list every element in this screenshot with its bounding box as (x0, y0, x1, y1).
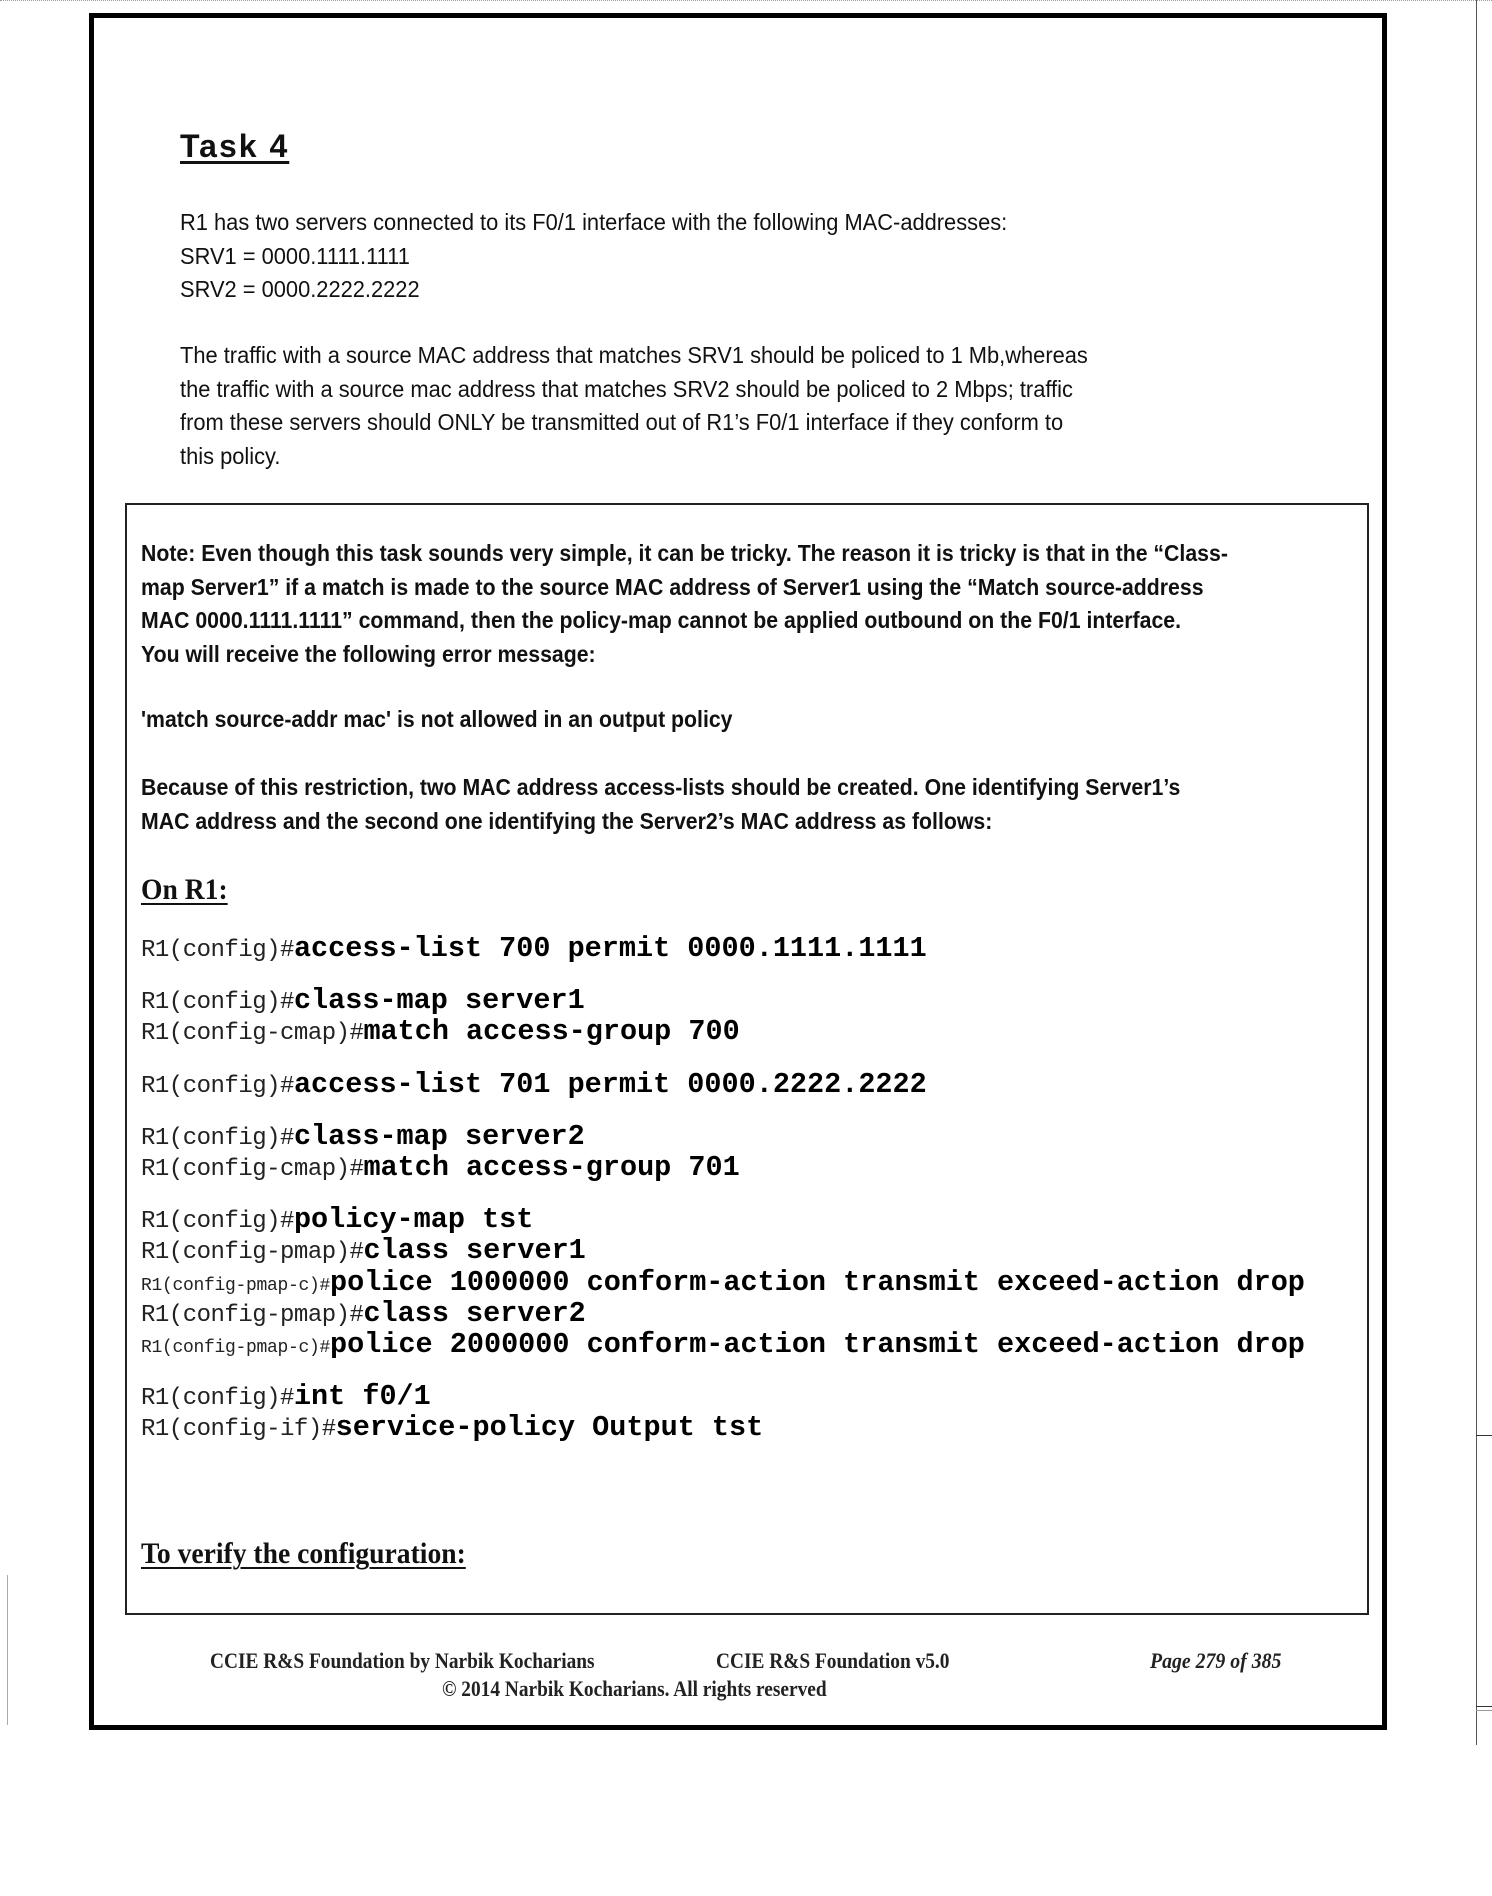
scan-artifact-right-edge (1476, 0, 1477, 1745)
cli-prompt: R1(config)# (141, 937, 294, 964)
note-line: MAC 0000.1111.1111” command, then the policy-map cannot be applied outbound on the F0/1 interface. (141, 607, 1182, 633)
config-line (141, 1016, 1305, 1047)
requirement-line: this policy. (180, 442, 281, 469)
srv1-mac-line: SRV1 = 0000.1111.1111 (180, 242, 410, 269)
scan-artifact-left-edge (7, 1575, 8, 1725)
note-line: Note: Even though this task sounds very simple, it can be tricky. The reason it is tricky is that in the “Class- (141, 540, 1228, 566)
cli-prompt: R1(config)# (141, 1124, 294, 1152)
cli-command: class-map server1 (293, 984, 585, 1018)
srv2-mac-line: SRV2 = 0000.2222.2222 (180, 276, 420, 302)
cli-prompt: R1(config)# (141, 1208, 294, 1236)
note-line: MAC address and the second one identifying the Server2’s MAC address as follows: (141, 807, 993, 834)
config-line (141, 1069, 1305, 1100)
requirement-line: from these servers should ONLY be transmitted out of R1’s F0/1 interface if they conform to (180, 409, 1064, 435)
intro-line: R1 has two servers connected to its F0/1 interface with the following MAC-addresses: (180, 209, 1008, 235)
cli-command: service-policy Output tst (335, 1411, 764, 1445)
cli-prompt: R1(config-if)# (141, 1416, 336, 1444)
cli-prompt: R1(config-pmap)# (141, 1301, 364, 1329)
scan-artifact-tick (1476, 1435, 1492, 1436)
config-line (141, 1267, 1305, 1298)
cli-prompt: R1(config-pmap-c)# (141, 1275, 331, 1296)
cli-command: match access-group 700 (363, 1015, 740, 1049)
verify-heading: To verify the configuration: (141, 1537, 466, 1570)
config-line (141, 1298, 1305, 1329)
config-line (141, 1204, 1305, 1235)
requirement-line: The traffic with a source MAC address that matches SRV1 should be policed to 1 Mb,whereas (180, 342, 1088, 368)
cli-prompt: R1(config-cmap)# (141, 1020, 364, 1048)
cli-command: police 1000000 conform-action transmit exceed-action drop (330, 1265, 1305, 1299)
footer-book-version: CCIE R&S Foundation v5.0 (716, 1648, 950, 1673)
config-line (141, 985, 1305, 1016)
note-line: map Server1” if a match is made to the source MAC address of Server1 using the “Match source-address (141, 573, 1204, 600)
cli-command: access-list 700 permit 0000.1111.1111 (293, 932, 927, 965)
footer-copyright: © 2014 Narbik Kocharians. All rights reserved (442, 1676, 827, 1701)
cli-prompt: R1(config-cmap)# (141, 1155, 364, 1183)
page-number: Page 279 of 385 (1150, 1648, 1282, 1673)
cli-command: class server1 (363, 1234, 586, 1268)
cli-prompt: R1(config)# (141, 1385, 294, 1413)
note-paragraph (141, 771, 1180, 838)
error-message: 'match source-addr mac' is not allowed in an output policy (141, 706, 733, 732)
cli-command: class server2 (363, 1296, 586, 1330)
cli-command: match access-group 701 (363, 1150, 740, 1184)
cli-prompt: R1(config-pmap-c)# (141, 1337, 331, 1358)
scan-artifact-tick (1476, 1710, 1492, 1711)
config-line (141, 1381, 1305, 1412)
cli-prompt: R1(config)# (141, 1072, 294, 1100)
requirement-line: the traffic with a source mac address that matches SRV2 should be policed to 2 Mbps; traffic (180, 375, 1073, 402)
config-line (141, 933, 1305, 964)
code-group-gap (141, 1048, 1305, 1069)
cli-command: policy-map tst (293, 1203, 534, 1237)
task-title: Task 4 (180, 128, 290, 164)
footer-book-author: CCIE R&S Foundation by Narbik Kocharians (210, 1648, 595, 1673)
cli-command: class-map server2 (293, 1119, 585, 1153)
config-line (141, 1329, 1305, 1360)
config-line (141, 1412, 1305, 1443)
cli-prompt: R1(config)# (141, 989, 294, 1017)
config-line (141, 1235, 1305, 1266)
scan-artifact-tick (1476, 1706, 1492, 1707)
cli-prompt: R1(config-pmap)# (141, 1239, 364, 1267)
scan-artifact-top (0, 0, 1492, 3)
solution-note-box (125, 503, 1369, 1615)
code-group-gap (141, 964, 1305, 985)
note-paragraph (141, 537, 1228, 671)
code-group-gap (141, 1100, 1305, 1121)
config-code-block (141, 933, 1305, 1443)
cli-command: police 2000000 conform-action transmit exceed-action drop (330, 1327, 1305, 1361)
task-requirement (180, 339, 1088, 473)
note-line: Because of this restriction, two MAC address access-lists should be created. One identifying Server1’s (141, 774, 1181, 800)
config-line (141, 1152, 1305, 1183)
task-intro (180, 206, 1007, 307)
cli-command: access-list 701 permit 0000.2222.2222 (293, 1067, 927, 1101)
cli-command: int f0/1 (293, 1380, 431, 1414)
code-group-gap (141, 1360, 1305, 1381)
note-line: You will receive the following error message: (141, 640, 596, 667)
on-r1-heading: On R1: (141, 873, 228, 906)
config-line (141, 1121, 1305, 1152)
code-group-gap (141, 1183, 1305, 1204)
